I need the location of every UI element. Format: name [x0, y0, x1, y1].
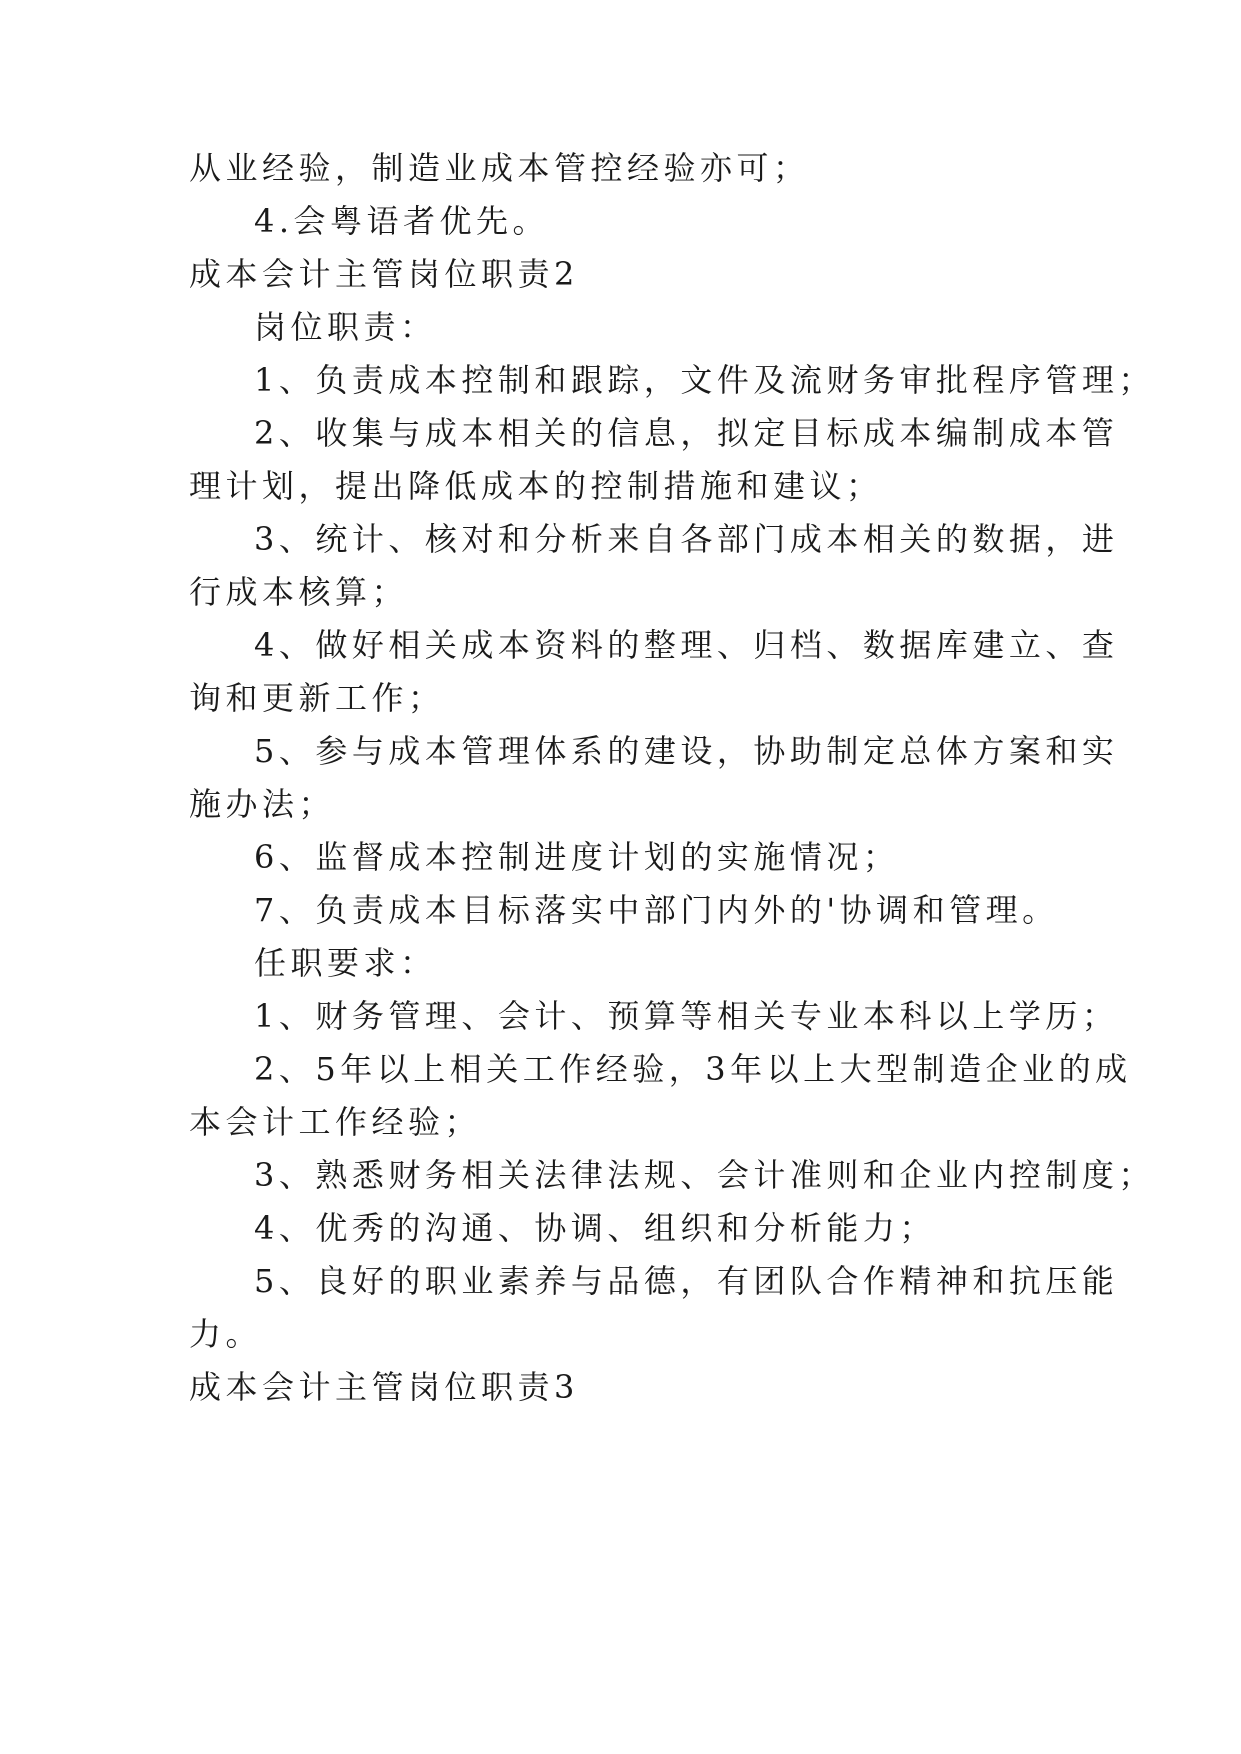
- list-item-continuation: 理计划，提出降低成本的控制措施和建议；: [189, 467, 883, 505]
- list-item: 2、5年以上相关工作经验，3年以上大型制造企业的成: [254, 1050, 1132, 1088]
- list-item-continuation: 本会计工作经验；: [189, 1103, 482, 1141]
- text-line: 从业经验，制造业成本管控经验亦可；: [189, 149, 810, 187]
- text-line: 4.会粤语者优先。: [254, 202, 550, 240]
- list-item-continuation: 施办法；: [189, 785, 336, 823]
- list-item: 7、负责成本目标落实中部门内外的'协调和管理。: [254, 891, 1059, 929]
- list-item: 3、熟悉财务相关法律法规、会计准则和企业内控制度；: [254, 1156, 1155, 1194]
- list-item: 5、良好的职业素养与品德，有团队合作精神和抗压能: [254, 1262, 1119, 1300]
- list-item: 4、优秀的沟通、协调、组织和分析能力；: [254, 1209, 936, 1247]
- section-heading: 成本会计主管岗位职责2: [189, 255, 579, 293]
- list-item-continuation: 行成本核算；: [189, 573, 409, 611]
- subheading-duties: 岗位职责：: [254, 308, 437, 346]
- list-item: 6、监督成本控制进度计划的实施情况；: [254, 838, 900, 876]
- list-item-continuation: 询和更新工作；: [189, 679, 445, 717]
- list-item-continuation: 力。: [189, 1315, 263, 1353]
- list-item: 4、做好相关成本资料的整理、归档、数据库建立、查: [254, 626, 1119, 664]
- list-item: 3、统计、核对和分析来自各部门成本相关的数据，进: [254, 520, 1119, 558]
- list-item: 1、负责成本控制和跟踪，文件及流财务审批程序管理；: [254, 361, 1155, 399]
- list-item: 1、财务管理、会计、预算等相关专业本科以上学历；: [254, 997, 1119, 1035]
- list-item: 2、收集与成本相关的信息，拟定目标成本编制成本管: [254, 414, 1119, 452]
- list-item: 5、参与成本管理体系的建设，协助制定总体方案和实: [254, 732, 1119, 770]
- section-heading: 成本会计主管岗位职责3: [189, 1368, 579, 1406]
- subheading-requirements: 任职要求：: [254, 944, 437, 982]
